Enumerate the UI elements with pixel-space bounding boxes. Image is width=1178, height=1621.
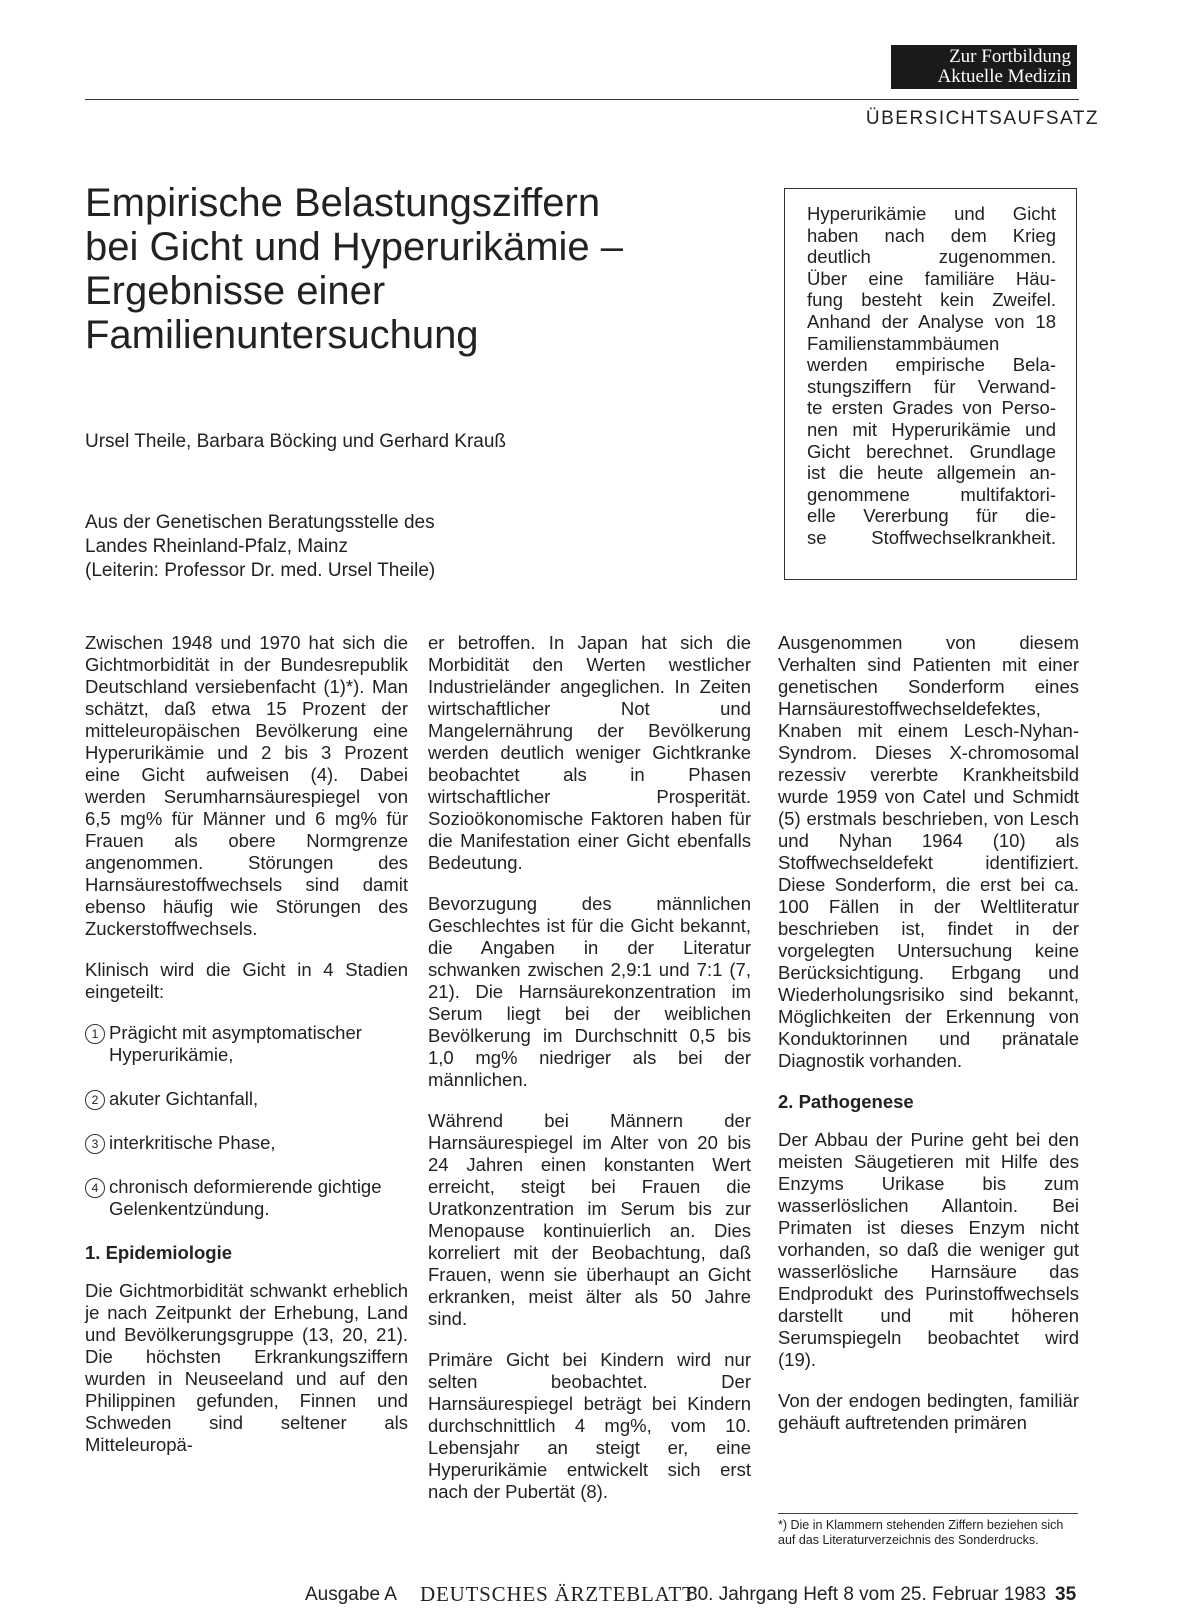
list-item: [85, 1132, 408, 1154]
list-item-text: akuter Gichtanfall,: [109, 1088, 259, 1109]
abstract-line: genommene multifaktori-: [807, 483, 1056, 505]
abstract-line: Familienstammbäumen: [807, 332, 1000, 354]
abstract-line: elle Vererbung für die-: [807, 505, 1056, 527]
abstract-line: te ersten Grades von Perso-: [807, 397, 1056, 419]
abstract-line: werden empirische Bela-: [807, 354, 1056, 376]
circled-number: 4: [85, 1178, 105, 1198]
paragraph: Bevorzugung des männlichen Geschlechtes ist für die Gicht bekannt, die Angaben in der Literatur schwanken zwischen 2,9:1 und 7:1 (7, 21). Die Harnsäurekonzentration im Serum liegt bei der weiblichen Bevölkerung im Durchschnitt 0,5 bis 1,0 mg% niedriger als bei der männlichen.: [428, 893, 751, 1090]
badge-line-1: Zur Fortbildung: [949, 46, 1071, 67]
stage-list: [85, 1022, 408, 1220]
list-item-text: interkritische Phase,: [109, 1132, 276, 1153]
abstract-line: fung besteht kein Zweifel.: [807, 289, 1056, 311]
affiliation-line: Landes Rheinland-Pfalz, Mainz: [85, 536, 348, 557]
affiliation-line: (Leiterin: Professor Dr. med. Ursel Theile): [85, 560, 436, 581]
paragraph: Klinisch wird die Gicht in 4 Stadien eingeteilt:: [85, 959, 408, 1002]
section-heading-epidemiology: 1. Epidemiologie: [85, 1242, 232, 1263]
section-badge: [891, 45, 1077, 89]
title-line: Familienuntersuchung: [85, 313, 479, 357]
abstract-line: se Stoffwechselkrankheit.: [807, 526, 1056, 548]
paragraph: Primäre Gicht bei Kindern wird nur selten beobachtet. Der Harnsäurespiegel beträgt bei Kindern durchschnittlich 4 mg%, vom 10. Lebensjahr an steigt er, eine Hyperurikämie entwickelt sich erst nach der Pubertät (8).: [428, 1349, 751, 1502]
abstract-line: nen mit Hyperurikämie und: [807, 418, 1056, 440]
footnote: *) Die in Klammern stehenden Ziffern beziehen sich auf das Literaturverzeichnis des Sonderdrucks.: [778, 1513, 1078, 1548]
abstract-line: deutlich zugenommen.: [807, 246, 1056, 268]
abstract-line: Hyperurikämie und Gicht: [807, 203, 1056, 224]
affiliation: [85, 511, 435, 583]
body-column-1: [85, 632, 408, 1475]
paragraph: Während bei Männern der Harnsäurespiegel im Alter von 20 bis 24 Jahren einen konstanten Wert erreicht, steigt bei Frauen die Uratkonzentration im Serum bis zur Menopause kontinuierlich an. Dies korreliert mit der Beobachtung, daß Frauen, wenn sie überhaupt an Gicht erkranken, meist älter als 50 Jahre sind.: [428, 1110, 751, 1329]
doc-type-label: ÜBERSICHTSAUFSATZ: [865, 108, 1099, 129]
title-line: Ergebnisse einer: [85, 269, 386, 313]
list-item: [85, 1022, 408, 1066]
author-list: Ursel Theile, Barbara Böcking und Gerhard Krauß: [85, 431, 507, 452]
paragraph: Ausgenommen von diesem Verhalten sind Patienten mit einer genetischen Sonderform eines Harnsäurestoffwechseldefektes, Knaben mit einem Lesch-Nyhan-Syndrom. Dieses X-chromosomal rezessiv vererbte Krankheitsbild wurde 1959 von Catel und Schmidt (5) erstmals beschrieben, von Lesch und Nyhan 1964 (10) als Stoffwechseldefekt identifiziert. Diese Sonderform, die erst bei ca. 100 Fällen in der Weltliteratur beschrieben ist, findet in der vorgelegten Untersuchung keine Berücksichtigung. Erbgang und Wiederholungsrisiko sind bekannt, Möglichkeiten der Erkennung von Konduktorinnen und pränatale Diagnostik vorhanden.: [778, 632, 1079, 1071]
footer-issue: 80. Jahrgang Heft 8 vom 25. Februar 1983: [687, 1584, 1047, 1605]
title-line: bei Gicht und Hyperurikämie –: [85, 225, 624, 269]
article-title: [85, 181, 685, 357]
circled-number: 3: [85, 1134, 105, 1154]
circled-number: 2: [85, 1090, 105, 1110]
paragraph: Zwischen 1948 und 1970 hat sich die Gichtmorbidität in der Bundesrepublik Deutschland versiebenfacht (1)*). Man schätzt, daß etwa 15 Prozent der mitteleuropäischen Bevölkerung eine Hyperurikämie und 2 bis 3 Prozent eine Gicht aufweisen (4). Dabei werden Serumharnsäurespiegel von 6,5 mg% für Männer und 6 mg% für Frauen als obere Normgrenze angenommen. Störungen des Harnsäurestoffwechsels sind damit ebenso häufig wie Störungen des Zuckerstoffwechsels.: [85, 632, 408, 939]
title-line: Empirische Belastungsziffern: [85, 181, 601, 225]
paragraph: Von der endogen bedingten, familiär gehäuft auftretenden primären: [778, 1390, 1079, 1433]
abstract-line: stungsziffern für Verwand-: [807, 375, 1056, 397]
badge-line-2: Aktuelle Medizin: [937, 66, 1071, 87]
section-heading-pathogenesis: 2. Pathogenese: [778, 1091, 914, 1112]
abstract-box: [784, 188, 1077, 580]
list-item-text: chronisch deformierende gichtige Gelenkentzündung.: [109, 1176, 382, 1219]
abstract-line: ist die heute allgemein an-: [807, 462, 1056, 484]
paragraph: er betroffen. In Japan hat sich die Morbidität den Werten westlicher Industrieländer angeglichen. In Zeiten wirtschaftlicher Not und Mangelernährung der Bevölkerung werden deutlich weniger Gichtkranke beobachtet als in Phasen wirtschaftlicher Prosperität. Sozioökonomische Faktoren haben für die Manifestation einer Gicht ebenfalls Bedeutung.: [428, 632, 751, 873]
circled-number: 1: [85, 1024, 105, 1044]
list-item: [85, 1088, 408, 1110]
footer-edition: Ausgabe A: [305, 1584, 397, 1605]
abstract-line: Gicht berechnet. Grundlage: [807, 440, 1056, 462]
list-item-text: Prägicht mit asymptomatischer Hyperurikämie,: [109, 1022, 362, 1065]
list-item: [85, 1176, 408, 1220]
footer-journal: DEUTSCHES ÄRZTEBLATT: [420, 1582, 696, 1606]
abstract-line: Über eine familiäre Häu-: [807, 267, 1056, 289]
affiliation-line: Aus der Genetischen Beratungsstelle des: [85, 512, 435, 533]
abstract-line: Anhand der Analyse von 18: [807, 310, 1056, 332]
paragraph: Der Abbau der Purine geht bei den meisten Säugetieren mit Hilfe des Enzyms Urikase bis zum wasserlöslichen Allantoin. Bei Primaten ist dieses Enzym nicht vorhanden, so daß die weniger gut wasserlösliche Harnsäure das Endprodukt des Purinstoffwechsels darstellt und mit höheren Serumspiegeln beobachtet wird (19).: [778, 1129, 1079, 1370]
abstract-line: haben nach dem Krieg: [807, 224, 1056, 246]
body-column-3: [778, 632, 1079, 1453]
body-column-2: [428, 632, 751, 1522]
page-number: 35: [1055, 1584, 1077, 1605]
paragraph: Die Gichtmorbidität schwankt erheblich je nach Zeitpunkt der Erhebung, Land und Bevölkerungsgruppe (13, 20, 21). Die höchsten Erkrankungsziffern wurden in Neuseeland und auf den Philippinen gefunden, Finnen und Schweden sind seltener als Mitteleuropä-: [85, 1280, 408, 1455]
header-rule: [85, 99, 1079, 100]
